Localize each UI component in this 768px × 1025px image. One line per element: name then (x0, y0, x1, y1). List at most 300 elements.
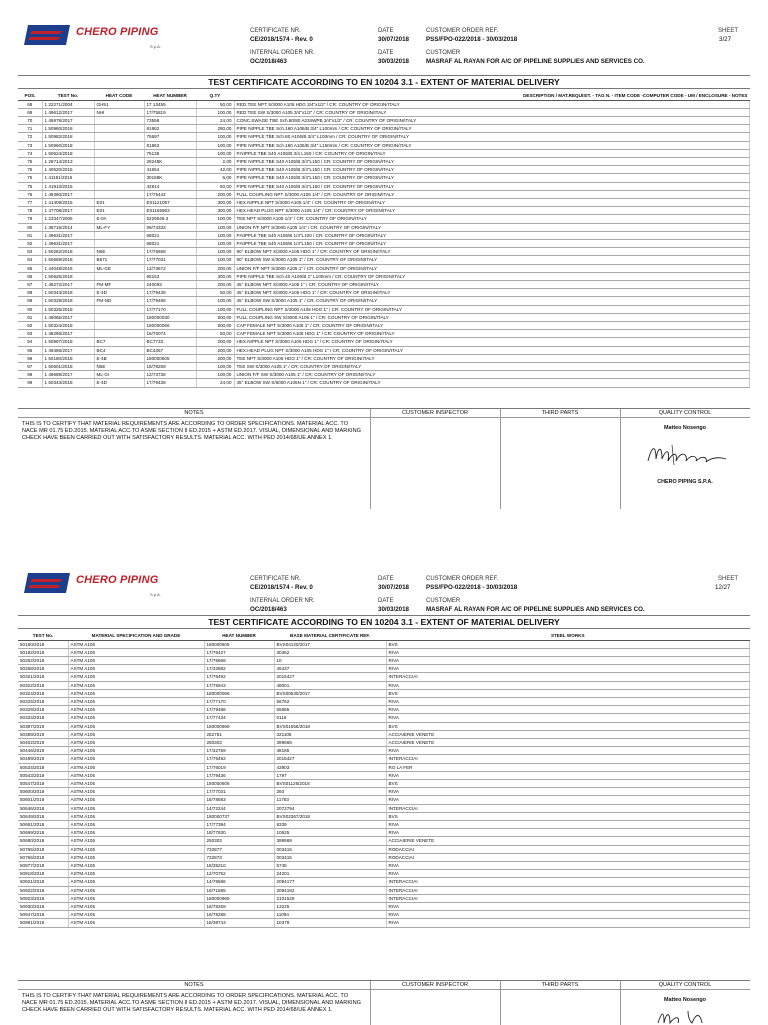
table-cell: 98 (18, 371, 42, 379)
table-cell: ASTM A105 (68, 919, 204, 927)
table-cell: ML-FY (94, 223, 144, 231)
table-row (18, 788, 750, 796)
table-row (18, 771, 750, 779)
table-row (18, 722, 750, 730)
internal-order-nr-label: INTERNAL ORDER NR. (250, 50, 315, 56)
table-cell: 75 (18, 174, 42, 182)
notes-text: THIS IS TO CERTIFY THAT MATERIAL REQUIREMENTS ARE ACCORDING TO ORDER SPECIFICATIONS. MATERIAL ACC. TO NACE MR 01.75 ED.2015. MATERIAL ACC.TO ASME SECTION II ED.2015 + ASTM ED.2017. VISUAL, DIMENSIONAL AND MARKING CHECK HAVE BEEN CARRIED OUT WITH SATISFACTORY RESULTS. MATERIAL ACC. WITH PED 2014/68/UE ANNEX 1. (22, 421, 361, 442)
table-cell: ASTM A105 (68, 738, 204, 746)
table-cell (94, 330, 144, 338)
table-row (18, 363, 750, 371)
table-cell: 50918/2018 (18, 870, 68, 878)
table-cell: 50489/2018 (18, 755, 68, 763)
column-header: STEEL WORKS (386, 632, 750, 640)
table-cell: 300,00 (196, 272, 234, 280)
table-cell: 1 50325/2018 (42, 305, 94, 313)
table-cell: 200,00 (196, 346, 234, 354)
table-cell: 50669/2018 (18, 829, 68, 837)
table-cell: P.NIPPLE TBE S40 A106/B 1/4"L150 / CR: COUNTRY OF ORIGIN/ITALY (234, 239, 750, 247)
table-cell: ASTM A105 (68, 911, 204, 919)
table-cell: 100,00 (196, 133, 234, 141)
chero-flag-icon (22, 22, 72, 48)
table-cell (94, 182, 144, 190)
table-cell: UNION F/F SW S/3000 A105 1" / CR: COUNTRY OF ORIGIN/ITALY (234, 371, 750, 379)
table-cell: 50661/2018 (18, 820, 68, 828)
table-cell: 28248K (144, 157, 196, 165)
table-cell: 71 (18, 125, 42, 133)
notes-heading: NOTES (18, 409, 370, 418)
table-cell: E-4B (94, 354, 144, 362)
table-cell: 100,00 (196, 363, 234, 371)
table-cell: 86 (18, 272, 42, 280)
table-row (18, 779, 750, 787)
table-cell (94, 313, 144, 321)
company-name: CHERO PIPING (76, 574, 159, 586)
table-cell: 69 (18, 108, 42, 116)
table-cell: UNION F/F NPT S/3000 A105 1/4" / CR: COUNTRY OF ORIGIN/ITALY (234, 223, 750, 231)
table-cell: 1797 (274, 771, 386, 779)
table-cell: 100,00 (196, 215, 234, 223)
table-cell: 24,00 (196, 379, 234, 387)
notes-section (18, 408, 750, 508)
table-cell: INTERACCIAI (386, 878, 750, 886)
table-cell: 76 (18, 190, 42, 198)
table-cell: INTERACCIAI (386, 886, 750, 894)
certificate-nr-label: CERTIFICATE NR. (250, 576, 301, 582)
table-cell: RIVA (386, 903, 750, 911)
table-cell (94, 116, 144, 124)
table-cell: BVS (386, 812, 750, 820)
table-cell: 18/38743 (204, 919, 274, 927)
table-row (18, 878, 750, 886)
table-cell: 78 (18, 207, 42, 215)
table-cell (94, 141, 144, 149)
internal-order-nr-value: OC/2018/463 (250, 58, 287, 65)
table-cell: 732877 (204, 845, 274, 853)
column-header: BASE MATERIAL CERTIFICATE REF. (274, 632, 386, 640)
table-cell: 68 (18, 100, 42, 108)
table-cell: 50680/2018 (18, 837, 68, 845)
table-cell: E-0A (94, 215, 144, 223)
table-cell: 16/71585 (204, 886, 274, 894)
table-row (18, 755, 750, 763)
table-cell: ASTM A105 (68, 689, 204, 697)
table-cell: 50,00 (196, 100, 234, 108)
delivery-table-header (18, 92, 750, 100)
table-cell: RIVA (386, 648, 750, 656)
notes-section (18, 980, 750, 1024)
delivery-table (18, 92, 750, 388)
table-cell: ASTM A105 (68, 714, 204, 722)
table-cell: ACCIAIERIE VENETE (386, 730, 750, 738)
table-cell: 17/77031 (204, 788, 274, 796)
table-cell: 50389/2018 (18, 730, 68, 738)
table-cell: 17/79488 (144, 297, 196, 305)
table-cell: 50262/2018 (18, 656, 68, 664)
table-cell: INTERACCIAI (386, 755, 750, 763)
table-cell: 18/78259 (144, 363, 196, 371)
table-cell: 50543/2018 (18, 771, 68, 779)
table-cell: E-4D (94, 289, 144, 297)
table-cell: 50981/2018 (18, 919, 68, 927)
certificate-nr-value: CE/2018/1574 - Rev. 0 (250, 584, 313, 591)
column-header: POS. (18, 92, 42, 100)
column-header: HEAT NUMBER (204, 632, 274, 640)
table-row (18, 280, 750, 288)
table-cell: 100,00 (196, 305, 234, 313)
table-cell: INTERACCIAI (386, 804, 750, 812)
table-cell: RED.TEE NPT S/3000 A105 HDG 3/4"x1/2" / CR: COUNTRY OF ORIGIN/ITALY (234, 100, 750, 108)
table-cell: PIPE NIPPLE TBE S40 A106/B 3/4"L150 / CR: COUNTRY OF ORIGIN/ITALY (234, 182, 750, 190)
table-cell: 99 (18, 379, 42, 387)
table-cell: ASTM A105 (68, 820, 204, 828)
table-row (18, 157, 750, 165)
quality-company: CHERO PIPING S.P.A. (657, 479, 713, 485)
table-row (18, 346, 750, 354)
table-cell: BVS01658/2018 (274, 722, 386, 730)
table-row (18, 272, 750, 280)
table-cell: PIPE NIPPLE TBE S40 A106/B 3/4"L150 / CR: COUNTRY OF ORIGIN/ITALY (234, 166, 750, 174)
table-cell: 399569 (274, 837, 386, 845)
table-row (18, 379, 750, 387)
table-cell: 77 (18, 198, 42, 206)
table-cell: ASTM A105 (68, 673, 204, 681)
table-cell: ASTM A105 (68, 796, 204, 804)
table-cell: 1 47708/2017 (42, 207, 94, 215)
table-cell: N5E (94, 248, 144, 256)
table-cell: 85 (18, 264, 42, 272)
table-cell: 180000969 (204, 894, 274, 902)
quality-inspector-name: Matteo Nosengo (664, 425, 706, 431)
table-cell: HEX.HEAD PLUG NPT S/3000 A105 1/4" / CR: COUNTRY OF ORIGIN/ITALY (234, 207, 750, 215)
table-cell: ASTM A105 (68, 878, 204, 886)
table-cell: 1 50343/2018 (42, 289, 94, 297)
table-cell: HEX.NIPPLE NPT S/3000 A105 HDG 1" / CR: COUNTRY OF ORIGIN/ITALY (234, 338, 750, 346)
table-cell: 50,00 (196, 182, 234, 190)
table-cell: 17/79438 (144, 379, 196, 387)
table-row (18, 239, 750, 247)
table-cell: ASTM A105 (68, 829, 204, 837)
table-cell: FULL COUPLING NPT S/3000 A105 HDG 1" / CR: COUNTRY OF ORIGIN/ITALY (234, 305, 750, 313)
table-cell: 17/76668 (144, 248, 196, 256)
table-cell: 50947/2018 (18, 911, 68, 919)
table-cell: 399569 (274, 738, 386, 746)
table-cell: 16/70074 (144, 330, 196, 338)
table-cell: 1 50180/2018 (42, 354, 94, 362)
date-value: 30/07/2018 (378, 36, 409, 43)
table-cell: 1 49631/2017 (42, 239, 94, 247)
table-cell: BVS00530/2017 (274, 689, 386, 697)
table-cell: RIVA (386, 788, 750, 796)
table-cell: 45437 (274, 665, 386, 673)
table-cell: RIVA (386, 771, 750, 779)
table-cell: N5E (94, 363, 144, 371)
table-cell: 003415 (274, 853, 386, 861)
table-cell: UNION F/F NPT S/3000 A105 1" / CR: COUNTRY OF ORIGIN/ITALY (234, 264, 750, 272)
table-cell: 50182/2018 (18, 648, 68, 656)
table-cell: PIPE NIPPLE TBE Sch.40 A106/B 1" L100mm / CR: COUNTRY OF ORIGIN/ITALY (234, 272, 750, 280)
certificate-sheet-a (18, 0, 750, 485)
table-cell: 17/75819 (144, 108, 196, 116)
table-cell: RIVA (386, 681, 750, 689)
table-cell: 300,00 (196, 207, 234, 215)
table-cell: 1 50324/2018 (42, 321, 94, 329)
table-cell: 41654 (144, 166, 196, 174)
table-cell: 45° ELBOW SW S/6000 A105N 1" / CR: COUNTRY OF ORIGIN/ITALY (234, 379, 750, 387)
table-cell: RIVA (386, 919, 750, 927)
table-cell: 18/35210 (204, 861, 274, 869)
table-cell: ASTM A105 (68, 665, 204, 673)
table-row (18, 804, 750, 812)
table-row (18, 714, 750, 722)
table-cell: 300,00 (196, 198, 234, 206)
table-cell: ACCIAIERIE VENETE (386, 837, 750, 845)
table-cell: 18/78259 (204, 903, 274, 911)
table-cell: RODACCIAI (386, 853, 750, 861)
table-cell: P.NIPPLE TBE S40 A106/B 1/4"L100 / CR: COUNTRY OF ORIGIN/ITALY (234, 231, 750, 239)
table-cell: 17/77394 (204, 820, 274, 828)
table-cell: 1 49631/2017 (42, 231, 94, 239)
table-cell: 89 (18, 297, 42, 305)
table-cell: 50387/2018 (18, 722, 68, 730)
material-table (18, 632, 750, 928)
table-cell: P.NIPPLE TBE S40 A106/B 3/4 L150 / CR: COUNTRY OF ORIGIN/ITALY (234, 149, 750, 157)
table-cell: 50601/2018 (18, 796, 68, 804)
table-cell: 50,00 (196, 330, 234, 338)
table-cell: RIVA (386, 706, 750, 714)
table-row (18, 297, 750, 305)
table-cell: 2094182 (274, 886, 386, 894)
table-cell: 43903 (274, 763, 386, 771)
table-cell: ASTM A105 (68, 861, 204, 869)
table-cell: 50,00 (196, 289, 234, 297)
table-cell: 1 49612/2017 (42, 108, 94, 116)
table-row (18, 747, 750, 755)
customer-value: MASRAF AL RAYAN FOR A/C OF PIPELINE SUPPLIES AND SERVICES CO. (426, 606, 645, 613)
table-cell: 12/73738 (144, 371, 196, 379)
table-cell: BC4367 (144, 346, 196, 354)
table-cell: 180000066 (144, 321, 196, 329)
table-cell: 17 13455 (144, 100, 196, 108)
internal-date-label: DATE (378, 598, 394, 604)
table-cell: 100,00 (196, 371, 234, 379)
table-cell: B671 (94, 256, 144, 264)
customer-inspector-heading: CUSTOMER INSPECTOR (370, 409, 500, 418)
table-cell: 74 (18, 149, 42, 157)
table-cell: 50922/2018 (18, 886, 68, 894)
notes-heading: NOTES (18, 981, 370, 990)
table-cell: 50646/2018 (18, 804, 68, 812)
table-cell: 500,00 (196, 313, 234, 321)
table-cell: 73 (18, 141, 42, 149)
table-cell: ML-GE (94, 264, 144, 272)
sheet-header (18, 0, 750, 70)
quality-control-heading: QUALITY CONTROL (620, 409, 750, 418)
table-cell: 50324/2018 (18, 689, 68, 697)
table-cell: TEE SW S/3000 A105 1" / CR: COUNTRY OF ORIGIN/ITALY (234, 363, 750, 371)
table-row (18, 706, 750, 714)
table-cell: RIVA (386, 697, 750, 705)
table-row (18, 763, 750, 771)
table-cell: BVS (386, 722, 750, 730)
internal-order-nr-label: INTERNAL ORDER NR. (250, 598, 315, 604)
table-cell: 100,00 (196, 248, 234, 256)
table-row (18, 919, 750, 927)
table-cell: 50923/2018 (18, 894, 68, 902)
table-cell: 100,00 (196, 231, 234, 239)
table-cell: TEE NPT S/3000 A105 HDG 1" / CR: COUNTRY OF ORIGIN/ITALY (234, 354, 750, 362)
certificate-title: TEST CERTIFICATE ACCORDING TO EN 10204 3.1 - EXTENT OF MATERIAL DELIVERY (18, 75, 750, 89)
table-cell: ASTM A105 (68, 747, 204, 755)
customer-inspector-heading: CUSTOMER INSPECTOR (370, 981, 500, 990)
table-cell: 82 (18, 239, 42, 247)
table-cell: 200,00 (196, 354, 234, 362)
table-row (18, 231, 750, 239)
table-cell: 240093 (144, 280, 196, 288)
table-cell: BC4 (94, 346, 144, 354)
notes-text: THIS IS TO CERTIFY THAT MATERIAL REQUIREMENTS ARE ACCORDING TO ORDER SPECIFICATIONS. MATERIAL ACC. TO NACE MR 01.75 ED.2015. MATERIAL ACC.TO ASME SECTION II ED.2015 + ASTM ED.2017. VISUAL, DIMENSIONAL AND MARKING CHECK HAVE BEEN CARRIED OUT WITH SATISFACTORY RESULTS. MATERIAL ACC. WITH PED 2014/68/UE ANNEX 1. (22, 993, 361, 1014)
table-cell: PIPE NIPPLE TBE Sch.80 A106/B 3/4" L100mm / CR: COUNTRY OF ORIGIN/ITALY (234, 133, 750, 141)
table-row (18, 911, 750, 919)
table-cell: 250303 (204, 738, 274, 746)
table-cell: PIPE NIPPLE TBE S40 A106/B 3/4"L150 / CR: COUNTRY OF ORIGIN/ITALY (234, 174, 750, 182)
table-cell: 50534/2018 (18, 763, 68, 771)
table-row (18, 256, 750, 264)
table-cell: 1 23347/2005 (42, 215, 94, 223)
table-cell: 95 (18, 346, 42, 354)
table-cell: 18/78583 (204, 796, 274, 804)
table-row (18, 371, 750, 379)
table-cell: 500,00 (196, 321, 234, 329)
table-cell: ASTM A105 (68, 640, 204, 648)
table-cell: 252751 (204, 730, 274, 738)
table-cell: 80 (18, 223, 42, 231)
table-cell (94, 125, 144, 133)
table-row (18, 853, 750, 861)
table-cell: 50180/2018 (18, 640, 68, 648)
table-cell: 50325/2018 (18, 697, 68, 705)
table-cell: 1 38716/2014 (42, 223, 94, 231)
table-cell: 68021 (144, 231, 196, 239)
table-cell: 2094177 (274, 878, 386, 886)
table-cell (94, 305, 144, 313)
company-logo (22, 568, 162, 598)
table-row (18, 141, 750, 149)
table-cell: 50329/2018 (18, 706, 68, 714)
table-cell: HEX.HEAD PLUG NPT S/3000 A105 HDG 1" / CR: COUNTRY OF ORIGIN/ITALY (234, 346, 750, 354)
table-cell: E01165963 (144, 207, 196, 215)
table-cell: 56762 (274, 697, 386, 705)
table-cell (94, 149, 144, 157)
table-cell: BVS04120/2017 (274, 640, 386, 648)
table-cell: 180000969 (204, 722, 274, 730)
table-row (18, 837, 750, 845)
table-row (18, 812, 750, 820)
company-logo (22, 20, 162, 50)
table-cell: 10 (274, 656, 386, 664)
table-cell: RIVA (386, 714, 750, 722)
internal-date-value: 30/03/2018 (378, 58, 409, 65)
table-row (18, 248, 750, 256)
table-cell: 1 41191/2015 (42, 174, 94, 182)
table-cell: ASTM A105 (68, 845, 204, 853)
table-cell: 1 49689/2017 (42, 371, 94, 379)
column-header: MATERIAL SPECIFICATION AND GRADE (68, 632, 204, 640)
table-cell: 50765/2018 (18, 845, 68, 853)
table-cell: 09/74333 (144, 223, 196, 231)
table-cell: 88 (18, 289, 42, 297)
table-cell: 50446/2018 (18, 747, 68, 755)
table-row (18, 697, 750, 705)
table-row (18, 215, 750, 223)
table-cell: 94 (18, 338, 42, 346)
table-cell: 87 (18, 280, 42, 288)
internal-order-nr-value: OC/2018/463 (250, 606, 287, 613)
table-cell: 45° ELBOW SW S/3000 A105 1" / CR: COUNTRY OF ORIGIN/ITALY (234, 297, 750, 305)
table-row (18, 182, 750, 190)
customer-value: MASRAF AL RAYAN FOR A/C OF PIPELINE SUPPLIES AND SERVICES CO. (426, 58, 645, 65)
table-cell: 90° ELBOW NPT S/3000 A105 HDG 1" / CR: COUNTRY OF ORIGIN/ITALY (234, 248, 750, 256)
table-row (18, 845, 750, 853)
customer-order-ref-value: PSS/FPO-022/2018 - 30/03/2018 (426, 36, 518, 43)
table-cell: 200,00 (196, 190, 234, 198)
table-cell: RIVA (386, 656, 750, 664)
table-row (18, 116, 750, 124)
table-cell: CONC.SWAGE TBE Sch.80/80 A234WPB 3/4"x1/2" / CR: COUNTRY OF ORIGIN/ITALY (234, 116, 750, 124)
table-cell: 1 50624/2018 (42, 149, 94, 157)
table-cell: RIVA (386, 796, 750, 804)
date-label: DATE (378, 576, 394, 582)
table-cell: 17/76427 (204, 648, 274, 656)
column-header: Q.TY (196, 92, 234, 100)
table-cell: 1 50343/2018 (42, 379, 94, 387)
table-cell: ASTM A105 (68, 656, 204, 664)
table-row (18, 648, 750, 656)
table-row (18, 174, 750, 182)
table-cell: 17/79488 (204, 706, 274, 714)
table-cell: 10625 (274, 829, 386, 837)
company-suffix: S.p.A. (150, 44, 161, 49)
table-row (18, 656, 750, 664)
table-cell: 1 50669/2018 (42, 256, 94, 264)
table-row (18, 166, 750, 174)
table-cell: ASTM A105 (68, 886, 204, 894)
table-cell: RED.TEE SW S/3000 A105 3/4"x1/2" / CR: COUNTRY OF ORIGIN/ITALY (234, 108, 750, 116)
table-cell: RIVA (386, 747, 750, 755)
table-cell: PIPE NIPPLE TBE Sch.160 A106/B 3/4" L150mm / CR: COUNTRY OF ORIGIN/ITALY (234, 141, 750, 149)
table-cell: 2015427 (274, 755, 386, 763)
table-cell: ASTM A105 (68, 648, 204, 656)
table-cell: 250,00 (196, 125, 234, 133)
table-cell: 1 41913/2015 (42, 182, 94, 190)
table-cell: CAP FEMALE NPT S/3000 A105 1" / CR: COUNTRY OF ORIGIN/ITALY (234, 321, 750, 329)
table-cell: INTERACCIAI (386, 673, 750, 681)
table-cell: BVS (386, 689, 750, 697)
table-cell: ASTM A105 (68, 903, 204, 911)
third-parts-heading: THIRD PARTS (500, 409, 620, 418)
table-cell: ASTM A105 (68, 722, 204, 730)
sheet-label: SHEET (718, 576, 739, 582)
customer-order-ref-value: PSS/FPO-022/2018 - 30/03/2018 (426, 584, 518, 591)
table-cell: 81862 (144, 141, 196, 149)
table-cell: 17/76019 (204, 763, 274, 771)
table-row (18, 321, 750, 329)
table-cell: 180000066 (204, 689, 274, 697)
table-row (18, 207, 750, 215)
table-cell: TEE NPT S/3000 A105 1/4" / CR: COUNTRY OF ORIGIN/ITALY (234, 215, 750, 223)
table-cell: 1 49486/2017 (42, 346, 94, 354)
table-cell: RIVA (386, 665, 750, 673)
